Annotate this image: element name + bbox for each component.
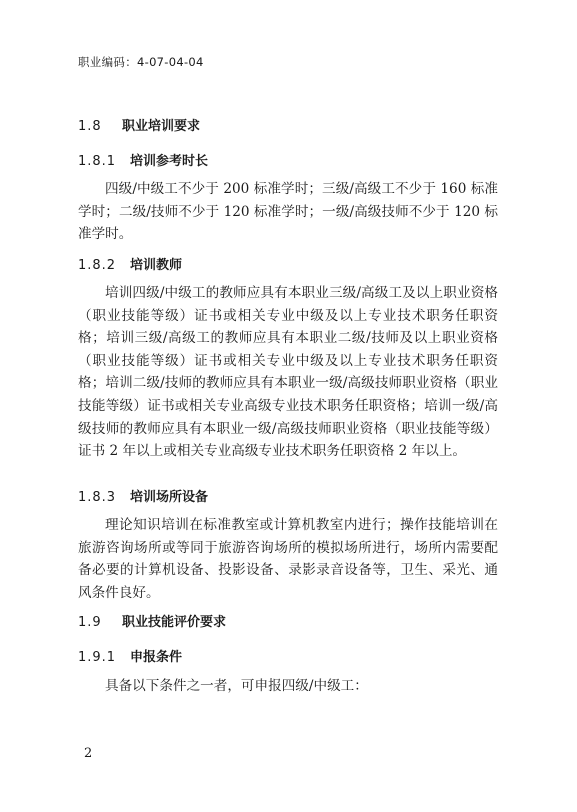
paragraph-training-teachers: 培训四级/中级工的教师应具有本职业三级/高级工及以上职业资格（职业技能等级）证书或相关专业中级及以上专业技术职务任职资格；培训三级/高级工的教师应具有本职业二级/技师及以上职业资格（职业技能等级）证书或相关专业中级及以上专业技术职务任职资格；培训二级/技师的教师应具有本职业一级/高级技师职业资格（职业技能等级）证书或相关专业高级专业技术职务任职资格；培训一级/高级技师的教师应具有本职业一级/高级技师职业资格（职业技能等级）证书 2 年以上或相关专业高级专业技术职务任职资格 2 年以上。 <box>78 285 498 460</box>
heading-number: 1.9.1 <box>78 650 117 665</box>
heading-title: 职业培训要求 <box>122 119 201 134</box>
heading-1-8-1 <box>78 150 208 169</box>
paragraph-application-conditions: 具备以下条件之一者，可申报四级/中级工： <box>105 678 368 694</box>
heading-1-8-3 <box>78 486 208 505</box>
heading-number: 1.8.2 <box>78 258 117 273</box>
heading-title: 培训参考时长 <box>130 154 209 169</box>
paragraph-training-facilities: 理论知识培训在标准教室或计算机教室内进行；操作技能培训在旅游咨询场所或等同于旅游咨询场所的模拟场所进行，场所内需要配备必要的计算机设备、投影设备、录影录音设备等，卫生、采光、通风条件良好。 <box>78 517 498 601</box>
heading-1-9 <box>78 611 226 630</box>
heading-title: 培训教师 <box>130 258 183 273</box>
heading-1-9-1 <box>78 646 182 665</box>
heading-number: 1.8 <box>78 119 102 134</box>
heading-title: 申报条件 <box>130 650 183 665</box>
heading-title: 职业技能评价要求 <box>122 615 227 630</box>
heading-title: 培训场所设备 <box>130 490 209 505</box>
heading-1-8 <box>78 115 200 134</box>
page-number: 2 <box>84 746 93 761</box>
heading-number: 1.9 <box>78 615 102 630</box>
occupation-code: 职业编码：4-07-04-04 <box>78 55 204 69</box>
heading-number: 1.8.3 <box>78 490 117 505</box>
heading-number: 1.8.1 <box>78 154 117 169</box>
paragraph-training-hours: 四级/中级工不少于 200 标准学时；三级/高级工不少于 160 标准学时；二级/技师不少于 120 标准学时；一级/高级技师不少于 120 标准学时。 <box>78 181 498 243</box>
heading-1-8-2 <box>78 254 182 273</box>
